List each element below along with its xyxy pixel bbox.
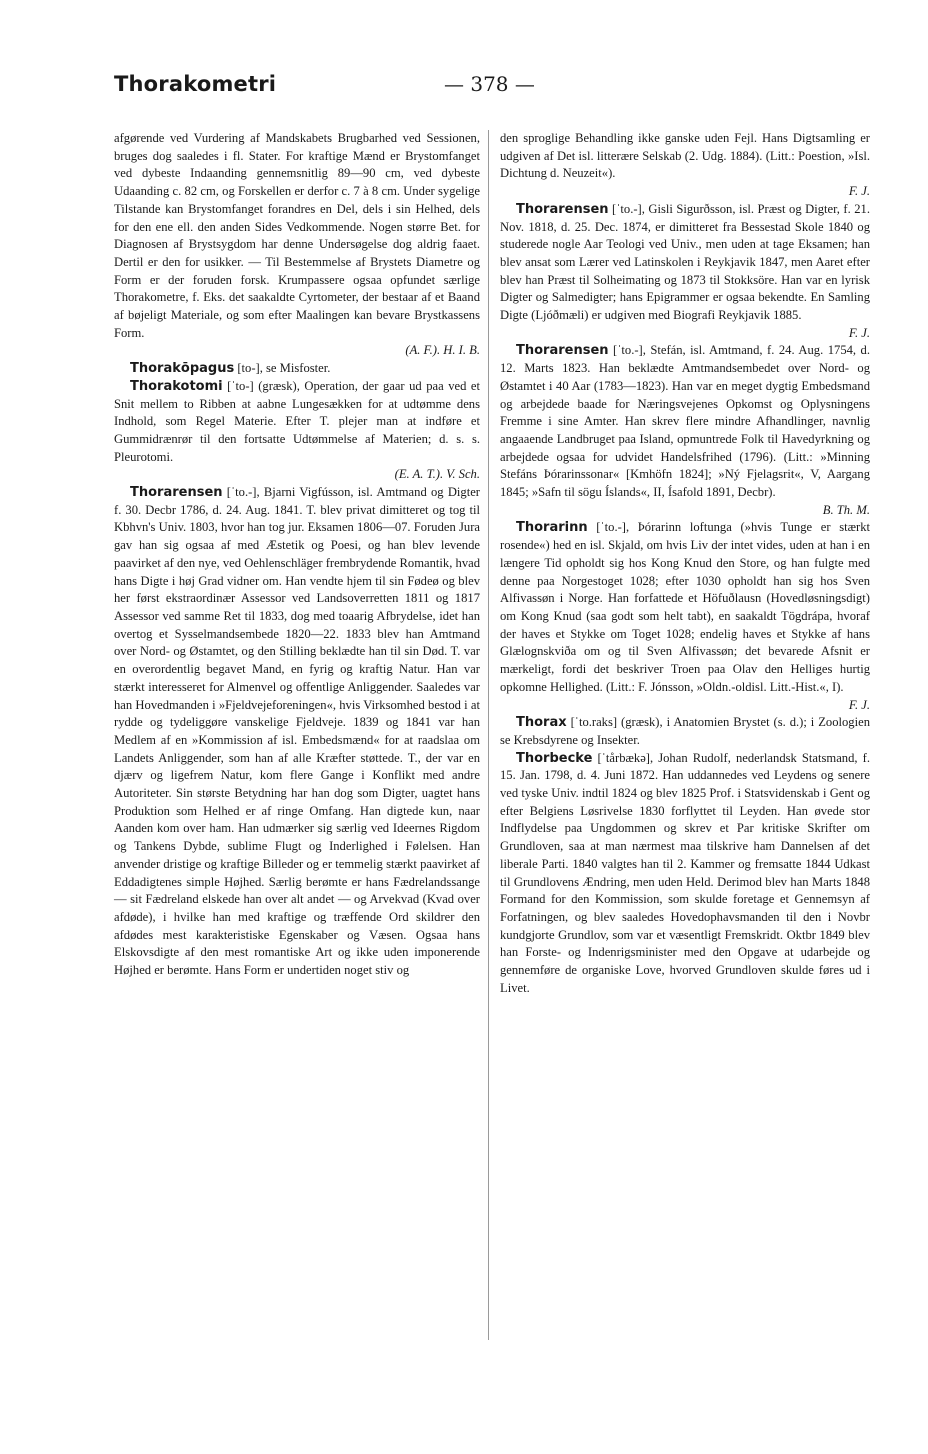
headword-thorax: Thorax: [516, 715, 567, 731]
headword-thorarensen-stefan: Thorarensen: [516, 343, 609, 359]
entry-text-thorarensen-stefan: [ˈto.-], Stefán, isl. Amtmand, f. 24. Aug. 1754, d. 12. Marts 1823. Han beklædte Amtmandsembedet over Nord- og Østamtet i 40 Aar (1783—1823). Han var en meget dygtig Embedsmand og arbejdede baade for Næringsvejenes Opkomst og Oplysningens Fremme i sine Amter. Han skrev flere mindre Afhandlinger, navnlig angaaende Landbruget paa Island, opmuntrede Folk til Havedyrkning og arbejdede ogsaa for udvidet Handelsfrihed (1796). (Litt.: »Minning Stefáns Þórarinssonar« [Kmhöfn 1824]; »Ný Fjelagsrit«, V, Aargang 1845; »Safn til sögu Íslands«, II, Ísafold 1891, Decbr).: [500, 343, 870, 500]
signature-gisli: F. J.: [848, 325, 870, 340]
entry-thorarensen-stefan: [500, 342, 870, 501]
entry-thorarinn: [500, 519, 870, 696]
signature-stefan: B. Th. M.: [822, 502, 870, 517]
entry-text-thorakotomi: [ˈto-] (græsk), Operation, der gaar ud paa ved et Snit mellem to Ribben at aabne Lungesækken for at udtømme dens Indhold, som Regel Materie. Efter T. plejer man at indføre et Gummidrænrør til den fortsatte Udtømmelse af Materien; d. s. s. Pleurotomi.: [114, 378, 480, 464]
running-title: Thorakometri: [114, 72, 277, 96]
entry-thorax: [500, 714, 870, 749]
entry-thorarensen-gisli: [500, 201, 870, 325]
left-column: [114, 130, 480, 980]
entry-text-thorakopagus: [to-], se Misfoster.: [234, 361, 331, 376]
headword-thorarensen-gisli: Thorarensen: [516, 201, 609, 217]
entry-text-thorarensen-gisli: [ˈto.-], Gisli Sigurðsson, isl. Præst og Digter, f. 21. Nov. 1818, d. 25. Dec. 1874, er dimitteret fra Bessestad Skole 1840 og studerede nogle Aar Teologi ved Univ., men uden at tage Eksamen; han blev ansat som Lærer ved Latinskolen i Reykjavik 1847, men Aaret efter blev han Præst til Solheimating og 1873 til Stokksöre. Han var en lyrisk Digter og Salmedigter; hans Epigrammer er ogsaa bekendte. En Samling Digte (Ljóðmæli) er udgiven med Biografi Reykjavik 1885.: [500, 201, 870, 323]
page-number: — 378 —: [444, 72, 535, 96]
right-column: [500, 130, 870, 997]
entry-continuation-bjarni: den sproglige Behandling ikke ganske uden Fejl. Hans Digtsamling er udgiven af Det isl. litterære Selskab (2. Udg. 1884). (Litt.: Poestion, »Isl. Dichtung d. Neuzeit«).: [500, 131, 870, 181]
signature-thorakotomi: (E. A. T.). V. Sch.: [394, 467, 480, 482]
entry-text-thorax: [ˈto.raks] (græsk), i Anatomien Brystet (s. d.); i Zoologien se Krebsdyrene og Insekter.: [500, 715, 870, 747]
column-divider: [488, 130, 489, 1340]
entry-text-thorarinn: [ˈto.-], Þórarinn loftunga (»hvis Tunge er stærkt rosende«) hed en isl. Skjald, om hvis Liv der intet vides, uden at han i en længere Tid opholdt sig hos Kong Knud den Store, og han fulgte med denne paa Norgestoget 1028; efter 1030 opholdt han sig hos Sven Alfivassøn i Norge. Han forfattede et Höfuðlausn (Hovedløsningsdigt) om Kong Knud (saa godt som helt tabt), en saakaldt Tögdrápa, hvoraf der haves et Stykke om Toget 1028; endelig haves et Stykke af hans Glælognskviða om og til Sven Alfivassøn; det bevarede Afsnit er mærkeligt, fordi det beskriver Troen paa Olav den Helliges hurtig opkomne Hellighed. (Litt.: F. Jónsson, »Oldn.-oldisl. Litt.-Hist.«, I).: [500, 520, 870, 694]
entry-thorakotomi: [114, 378, 480, 467]
headword-thorakotomi: Thorakotomi: [130, 378, 223, 394]
entry-continuation-thorakometri: afgørende ved Vurdering af Mandskabets Brugbarhed ved Sessionen, bruges dog saaledes i fl. Stater. For kraftige Mænd er Brystomfanget ved dybeste Indaanding gennemsnitlig 89—90 cm, ved dybeste Udaanding c. 82 cm, og Forskellen er derfor c. 7 à 8 cm. Under sygelige Tilstande kan Brystomfanget forandres en Del, dels i sin Helhed, dels for den ene ell. den anden Sides Vedkommende. Nogen større Bet. for Diagnosen af Brystsygdom har denne Undersøgelse dog aldrig faaet. Dertil er den for usikker. — Til Bestemmelse af Brystets Diametre og Form er der foruden forsk. Krumpassere ogsaa opfundet særlige Thorakometre, f. Eks. det saakaldte Cyrtometer, der bestaar af et Baand af bøjeligt Materiale, og som efter Maalingen kan bevare Brystkassens Form.: [114, 131, 480, 340]
headword-thorarinn: Thorarinn: [516, 520, 588, 536]
signature-thorakometri: (A. F.). H. I. B.: [405, 343, 480, 358]
entry-thorakopagus: [114, 360, 480, 378]
entry-text-thorbecke: [ˈtårbækə], Johan Rudolf, nederlandsk Statsmand, f. 15. Jan. 1798, d. 4. Juni 1872. Han uddannedes ved Leydens og senere ved tyske Univ. indtil 1824 og blev 1825 Prof. i Statsvidenskab i Gent og efter Belgiens Løsrivelse 1830 forflyttet til Leyden. Han øvede stor Indflydelse paa Ungdommen og skrev et Par kritiske Skrifter om Grundloven, saa at man nærmest maa tilskrive ham Dannelsen af det liberale Parti. 1840 valgtes han til 2. Kammer og fremsatte 1844 Udkast til Grundlovens Ændring, men uden Held. Derimod blev han Marts 1848 Formand for den Kommission, som skulde foretage et Gennemsyn af Forfatningen, og blev saaledes Hovedophavsmanden til den i Novbr kundgjorte Grundlov, som var et væsentligt Fremskridt. Oktbr 1849 blev han Forste- og Indenrigsminister med den Opgave at udarbejde og gennemføre de organiske Love, hvorved Grundloven skulde føres ud i Livet.: [500, 750, 870, 995]
page-header: [114, 70, 878, 104]
signature-bjarni: F. J.: [848, 184, 870, 199]
headword-thorakopagus: Thorakōpagus: [130, 361, 235, 377]
entry-text-thorarensen-bjarni: [ˈto.-], Bjarni Vigfússon, isl. Amtmand og Digter f. 30. Decbr 1786, d. 24. Aug. 1841. T. blev privat dimitteret og tog til Kbhvn's Univ. 1803, hvor han tog jur. Eksamen 1806—07. Foruden Jura gav han sig ogsaa af med Æstetik og Poesi, og han blev levende paavirket af den nye, ved Oehlenschläger frembrydende Romantik, hvad hans Digte i høj Grad vidner om. Han vendte hjem til sin Fødeø og blev her først ekstraordinær Assessor ved Landsoverretten 1811 og 1817 Assessor ved samme Ret til 1833, dog med toaarig Afbrydelse, idet han overtog et Sysselmandsembede 1820—22. 1833 blev han Amtmand over Nord- og Østamtet, og den Stilling beklædte han til sin Død. T. var en overordentlig begavet Mand, en fyrig og kraftig Natur. Han var stærkt interesseret for Almenvel og offentlige Anliggender. Saaledes var han Hovedmanden i »Fjeldvejeforeningen«, hvis Virksomhed bestod i at rydde og tydeliggøre vanskelige Fjeldveje. 1839 og 1841 var han Medlem af en »Kommission af isl. Embedsmænd« for at raadslaa om Landets Anliggender, som han af alle Kræfter støttede. T., der var en djærv og ligefrem Natur, kom flere Gange i Konflikt med andre Autoriteter. Sin største Betydning har han dog som Digter, uagtet hans Produktion som Helhed er af ringe Omfang. Han digtede kun, naar Aanden kom over ham. Han udmærker sig særlig ved Ideernes Rigdom og Tankens Dybde, sublime Flugt og Inderlighed i Følelsen. Han anvender dristige og kraftige Billeder og er temmelig stærkt paavirket af Eddadigtenes simple Højhed. Særlig berømte er hans Fædrelandssange — sit Fædreland elskede han over alt andet — og Arvekvad (Kvad over afdøde), i hvilke han med kraftige og træffende Ord skildrer den afdødes mest karakteristiske Egenskaber og Væsen. Ogsaa hans Elskovsdigte af den mest romantiske Art og ikke uden imponerende Højhed er berømte. Hans Form er undertiden noget stiv og: [114, 485, 480, 978]
headword-thorarensen-bjarni: Thorarensen: [130, 485, 223, 501]
signature-thorarinn: F. J.: [848, 697, 870, 712]
entry-thorarensen-bjarni: [114, 484, 480, 980]
entry-thorbecke: [500, 750, 870, 998]
headword-thorbecke: Thorbecke: [516, 750, 593, 766]
